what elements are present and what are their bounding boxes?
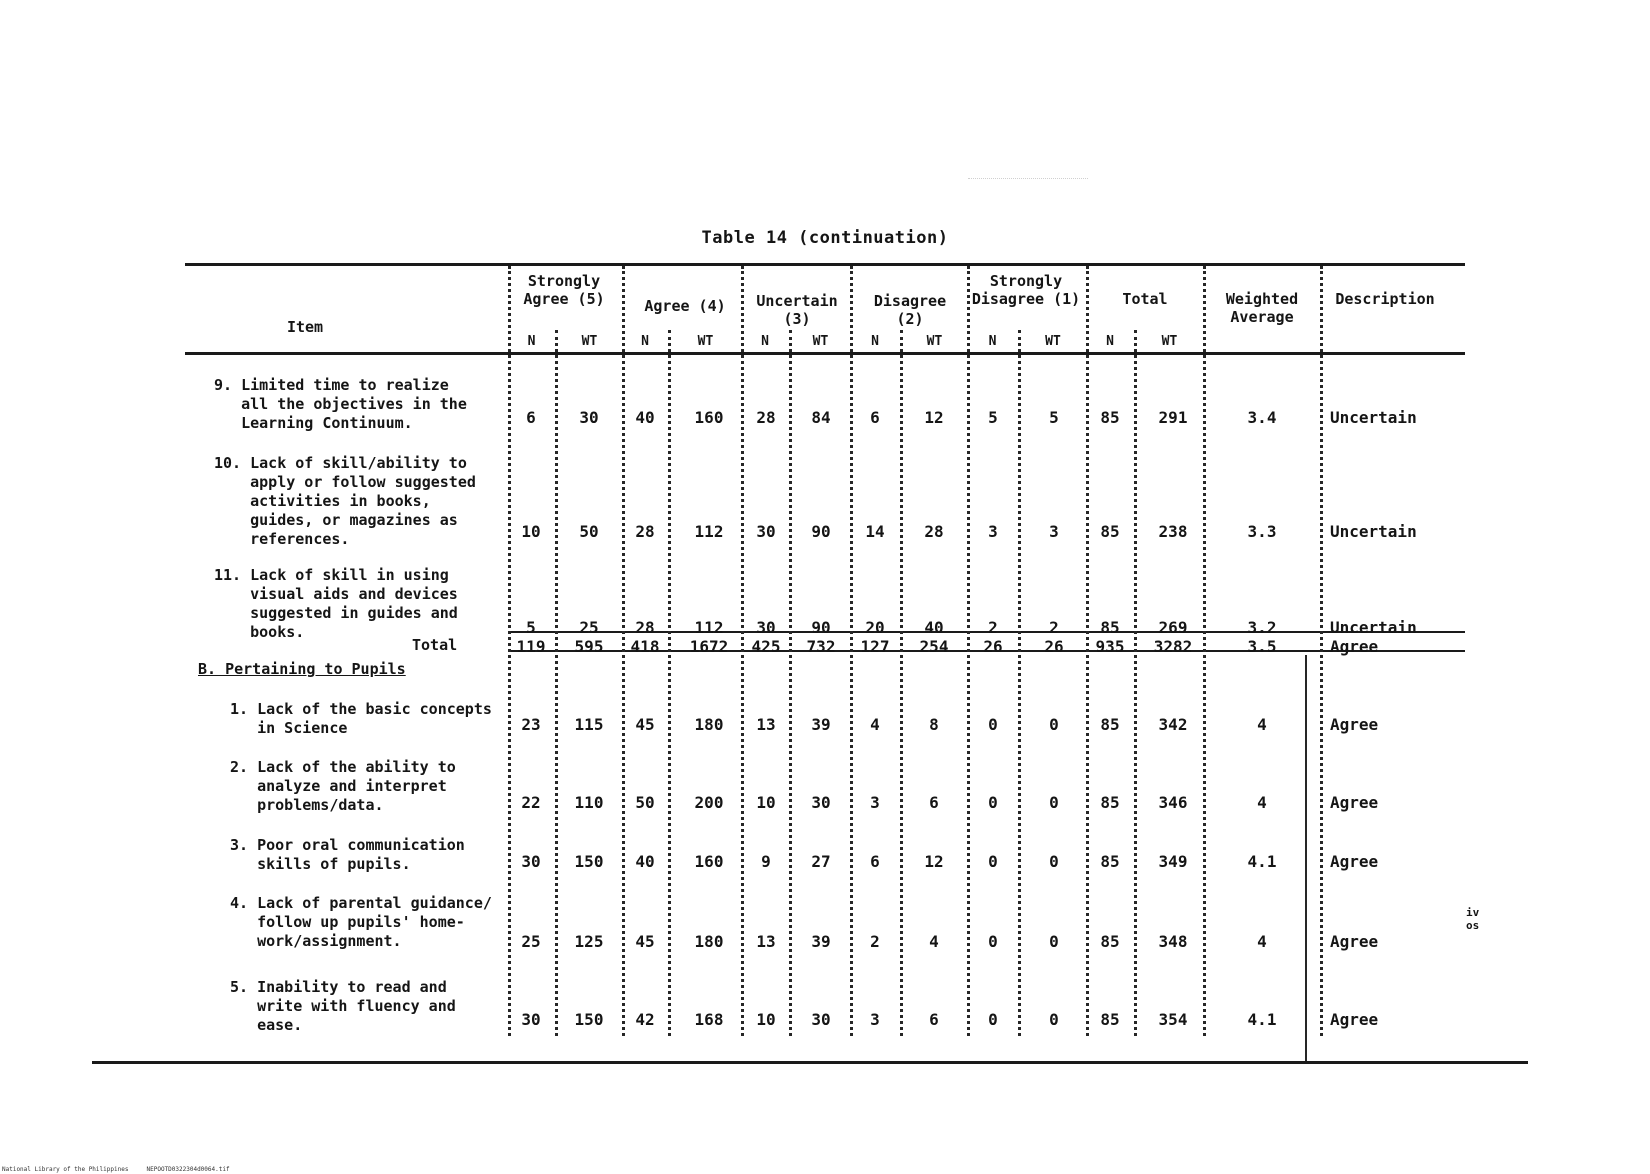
- cell-wavg: 4: [1257, 793, 1267, 812]
- cell-sa-n: 25: [521, 932, 541, 951]
- sub-wt: WT: [1045, 334, 1061, 349]
- section-b-heading: B. Pertaining to Pupils: [198, 660, 406, 678]
- cell-u-wt: 30: [811, 793, 831, 812]
- total-cell-a-wt: 1672: [689, 637, 729, 656]
- cell-t-n: 85: [1100, 715, 1120, 734]
- cell-d-n: 14: [865, 522, 885, 541]
- cell-d-wt: 6: [929, 793, 939, 812]
- cell-u-n: 28: [756, 408, 776, 427]
- header-strongly-disagree: Strongly Disagree (1): [971, 272, 1081, 308]
- cell-u-wt: 39: [811, 932, 831, 951]
- cell-desc: Uncertain: [1330, 408, 1417, 427]
- cell-u-n: 10: [756, 793, 776, 812]
- cell-sa-wt: 125: [574, 932, 604, 951]
- total-cell-d-n: 127: [860, 637, 890, 656]
- cell-u-n: 10: [756, 1010, 776, 1029]
- scan-footer: National Library of the Philippines NEPOOTD0322304d0064.tif: [2, 1166, 230, 1173]
- cell-desc: Agree: [1330, 852, 1379, 871]
- cell-sd-n: 0: [988, 932, 998, 951]
- cell-d-wt: 12: [924, 852, 944, 871]
- row-item-label: 1. Lack of the basic concepts in Science: [230, 700, 492, 737]
- cell-sd-wt: 0: [1049, 932, 1059, 951]
- sub-wt: WT: [1161, 334, 1178, 349]
- cell-d-wt: 4: [929, 932, 939, 951]
- cell-wavg: 3.2: [1247, 618, 1277, 637]
- sub-n: N: [871, 334, 879, 349]
- cell-u-n: 30: [756, 522, 776, 541]
- header-item: Item: [286, 318, 324, 336]
- header-weighted-average: Weighted Average: [1225, 290, 1299, 326]
- row-item-label: 5. Inability to read and write with fluency and ease.: [230, 978, 456, 1034]
- cell-u-n: 13: [756, 715, 776, 734]
- total-cell-desc: Agree: [1330, 637, 1379, 656]
- cell-d-wt: 28: [924, 522, 944, 541]
- cell-a-wt: 160: [694, 408, 724, 427]
- cell-d-n: 20: [865, 618, 885, 637]
- cell-a-wt: 112: [694, 618, 724, 637]
- row-item-label: 4. Lack of parental guidance/ follow up pupils' home- work/assignment.: [230, 894, 492, 950]
- col-divider: [1018, 330, 1021, 1036]
- row-item-label: 11. Lack of skill in using visual aids and devices suggested in guides and books.: [214, 566, 458, 641]
- cell-sa-n: 23: [521, 715, 541, 734]
- cell-t-wt: 342: [1158, 715, 1188, 734]
- cell-u-wt: 27: [811, 852, 831, 871]
- cell-sd-n: 0: [988, 715, 998, 734]
- cell-sd-wt: 5: [1049, 408, 1059, 427]
- row-item-label: 3. Poor oral communication skills of pupils.: [230, 836, 465, 873]
- cell-u-wt: 30: [811, 1010, 831, 1029]
- cell-a-n: 28: [635, 522, 655, 541]
- cell-a-n: 50: [635, 793, 655, 812]
- cell-t-n: 85: [1100, 1010, 1120, 1029]
- total-cell-sd-wt: 26: [1044, 637, 1064, 656]
- total-cell-u-n: 425: [751, 637, 781, 656]
- cell-u-n: 9: [761, 852, 771, 871]
- cell-wavg: 3.4: [1247, 408, 1277, 427]
- cell-sd-wt: 0: [1049, 793, 1059, 812]
- total-cell-sa-wt: 595: [574, 637, 604, 656]
- cell-desc: Uncertain: [1330, 618, 1417, 637]
- cell-desc: Agree: [1330, 715, 1379, 734]
- header-agree: Agree (4): [644, 297, 726, 315]
- sub-n: N: [641, 334, 649, 349]
- cell-wavg: 4.1: [1247, 852, 1277, 871]
- cell-d-n: 3: [870, 793, 880, 812]
- cell-sa-wt: 150: [574, 852, 604, 871]
- cell-t-wt: 349: [1158, 852, 1188, 871]
- cell-desc: Agree: [1330, 932, 1379, 951]
- sub-n: N: [761, 334, 769, 349]
- cell-u-wt: 90: [811, 522, 831, 541]
- cell-u-wt: 84: [811, 408, 831, 427]
- cell-sd-n: 0: [988, 852, 998, 871]
- cell-a-n: 28: [635, 618, 655, 637]
- header-bottom-rule: [185, 352, 1465, 355]
- sub-wt: WT: [581, 334, 598, 349]
- cell-sa-n: 10: [521, 522, 541, 541]
- cell-sa-wt: 25: [579, 618, 599, 637]
- sub-wt: WT: [697, 334, 714, 349]
- cell-t-n: 85: [1100, 408, 1120, 427]
- cell-t-wt: 238: [1158, 522, 1188, 541]
- cell-a-n: 45: [635, 932, 655, 951]
- cell-sd-wt: 0: [1049, 852, 1059, 871]
- header-strongly-agree: Strongly Agree (5): [523, 272, 605, 308]
- cell-sa-n: 30: [521, 1010, 541, 1029]
- cell-sa-n: 22: [521, 793, 541, 812]
- cell-d-n: 6: [870, 852, 880, 871]
- total-cell-sd-n: 26: [983, 637, 1003, 656]
- bottom-rule: [92, 1061, 1528, 1064]
- cell-sa-wt: 150: [574, 1010, 604, 1029]
- cell-sa-n: 6: [526, 408, 536, 427]
- cell-d-wt: 40: [924, 618, 944, 637]
- cell-wavg: 4: [1257, 932, 1267, 951]
- cell-sa-n: 5: [526, 618, 536, 637]
- cell-a-wt: 200: [694, 793, 724, 812]
- total-cell-t-n: 935: [1095, 637, 1125, 656]
- total-cell-d-wt: 254: [919, 637, 949, 656]
- cell-sd-n: 0: [988, 793, 998, 812]
- cell-t-wt: 291: [1158, 408, 1188, 427]
- total-cell-wavg: 3.5: [1247, 637, 1277, 656]
- margin-note: iv os: [1466, 906, 1480, 932]
- cell-t-wt: 346: [1158, 793, 1188, 812]
- cell-desc: Uncertain: [1330, 522, 1417, 541]
- cell-t-wt: 269: [1158, 618, 1188, 637]
- col-divider: [668, 330, 671, 1036]
- cell-sd-n: 5: [988, 408, 998, 427]
- total-cell-sa-n: 119: [516, 637, 546, 656]
- cell-t-n: 85: [1100, 522, 1120, 541]
- cell-sa-wt: 110: [574, 793, 604, 812]
- cell-sd-n: 3: [988, 522, 998, 541]
- cell-sa-wt: 50: [579, 522, 599, 541]
- cell-wavg: 4: [1257, 715, 1267, 734]
- row-item-label: 9. Limited time to realize all the objectives in the Learning Continuum.: [214, 376, 467, 432]
- row-item-label: 2. Lack of the ability to analyze and interpret problems/data.: [230, 758, 456, 814]
- cell-wavg: 4.1: [1247, 1010, 1277, 1029]
- row-item-label: 10. Lack of skill/ability to apply or follow suggested activities in books, guides, or magazines as references.: [214, 454, 476, 548]
- cell-u-wt: 90: [811, 618, 831, 637]
- total-row-label: Total: [412, 636, 458, 654]
- col-divider: [789, 330, 792, 1036]
- col-divider: [1203, 266, 1206, 1036]
- cell-u-wt: 39: [811, 715, 831, 734]
- cell-t-n: 85: [1100, 793, 1120, 812]
- cell-sd-n: 2: [988, 618, 998, 637]
- cell-d-n: 4: [870, 715, 880, 734]
- cell-t-n: 85: [1100, 932, 1120, 951]
- cell-a-wt: 160: [694, 852, 724, 871]
- sub-wt: WT: [812, 334, 829, 349]
- cell-d-n: 2: [870, 932, 880, 951]
- cell-a-n: 40: [635, 408, 655, 427]
- cell-d-n: 3: [870, 1010, 880, 1029]
- col-divider: [1134, 330, 1137, 1036]
- cell-a-wt: 180: [694, 715, 724, 734]
- cell-a-wt: 168: [694, 1010, 724, 1029]
- col-divider: [900, 330, 903, 1036]
- cell-a-n: 40: [635, 852, 655, 871]
- cell-desc: Agree: [1330, 1010, 1379, 1029]
- cell-sd-wt: 3: [1049, 522, 1059, 541]
- col-divider: [1320, 266, 1323, 1036]
- cell-sa-n: 30: [521, 852, 541, 871]
- header-uncertain: Uncertain (3): [756, 292, 838, 328]
- cell-a-n: 42: [635, 1010, 655, 1029]
- total-cell-a-n: 418: [630, 637, 660, 656]
- cell-sa-wt: 115: [574, 715, 604, 734]
- sub-wt: WT: [926, 334, 943, 349]
- cell-sd-n: 0: [988, 1010, 998, 1029]
- cell-sd-wt: 0: [1049, 715, 1059, 734]
- cell-d-n: 6: [870, 408, 880, 427]
- cell-sd-wt: 0: [1049, 1010, 1059, 1029]
- cell-t-n: 85: [1100, 852, 1120, 871]
- table-title: Table 14 (continuation): [701, 228, 949, 248]
- total-cell-t-wt: 3282: [1153, 637, 1193, 656]
- sub-n: N: [527, 334, 536, 349]
- cell-d-wt: 6: [929, 1010, 939, 1029]
- scan-artifact: [968, 178, 1088, 187]
- desc-solid-divider: [1305, 655, 1307, 1061]
- sub-n: N: [988, 334, 997, 349]
- cell-sd-wt: 2: [1049, 618, 1059, 637]
- cell-a-n: 45: [635, 715, 655, 734]
- cell-a-wt: 112: [694, 522, 724, 541]
- cell-sa-wt: 30: [579, 408, 599, 427]
- cell-a-wt: 180: [694, 932, 724, 951]
- cell-desc: Agree: [1330, 793, 1379, 812]
- top-rule: [185, 263, 1465, 266]
- header-total: Total: [1122, 290, 1168, 308]
- cell-wavg: 3.3: [1247, 522, 1277, 541]
- cell-t-wt: 348: [1158, 932, 1188, 951]
- cell-d-wt: 12: [924, 408, 944, 427]
- col-divider: [555, 330, 558, 1036]
- cell-u-n: 13: [756, 932, 776, 951]
- header-disagree: Disagree (2): [873, 292, 947, 328]
- header-description: Description: [1335, 290, 1435, 308]
- total-cell-u-wt: 732: [806, 637, 836, 656]
- cell-t-wt: 354: [1158, 1010, 1188, 1029]
- cell-u-n: 30: [756, 618, 776, 637]
- cell-t-n: 85: [1100, 618, 1120, 637]
- cell-d-wt: 8: [929, 715, 939, 734]
- sub-n: N: [1106, 334, 1114, 349]
